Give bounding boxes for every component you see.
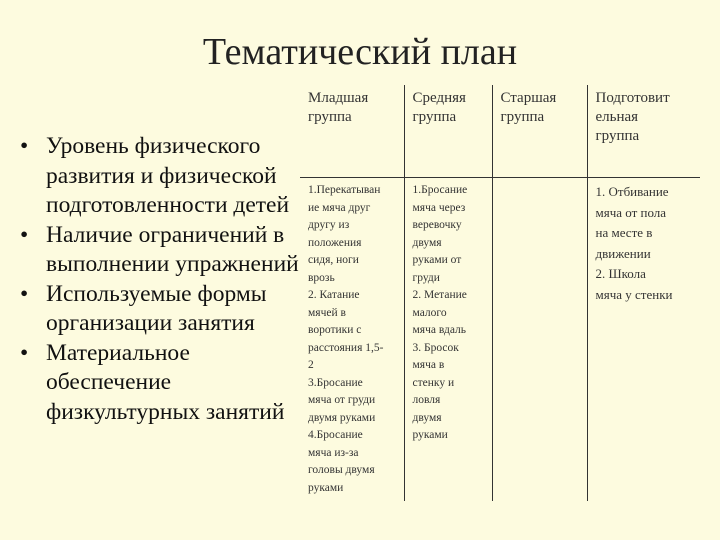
- cell-senior-group: [492, 178, 587, 502]
- bullet-item: • Уровень физического развития и физической подготовленности детей: [20, 132, 320, 221]
- slide-title: Тематический план: [202, 31, 518, 73]
- cell-junior-group: 1.Перекатыван ие мяча друг другу из положения сидя, ноги врозь 2. Катание мячей в воротики с расстояния 1,5- 2 3.Бросание мяча от груди двумя руками 4.Бросание мяча из-за головы двумя руками: [300, 178, 404, 502]
- header-middle-group: Средняя группа: [404, 85, 492, 178]
- bullet-item: • Наличие ограничений в выполнении упражнений: [20, 221, 320, 280]
- bullet-list: [20, 132, 320, 427]
- header-senior-group: Старшая группа: [492, 85, 587, 178]
- bullet-item: • Используемые формы организации занятия: [20, 280, 320, 339]
- header-junior-group: Младшая группа: [308, 90, 369, 125]
- table-row: [300, 178, 700, 502]
- cell-preparatory-group: 1. Отбивание мяча от пола на месте в движении 2. Школа мяча у стенки: [587, 178, 700, 502]
- table-header-row: [300, 85, 700, 178]
- cell-middle-group: 1.Бросание мяча через веревочку двумя руками от груди 2. Метание малого мяча вдаль 3. Бросок мяча в стенку и ловля двумя руками: [404, 178, 492, 502]
- plan-table: [300, 85, 700, 501]
- bullet-item: • Материальное обеспечение физкультурных занятий: [20, 339, 320, 428]
- header-preparatory-group: Подготовит ельная группа: [587, 85, 700, 178]
